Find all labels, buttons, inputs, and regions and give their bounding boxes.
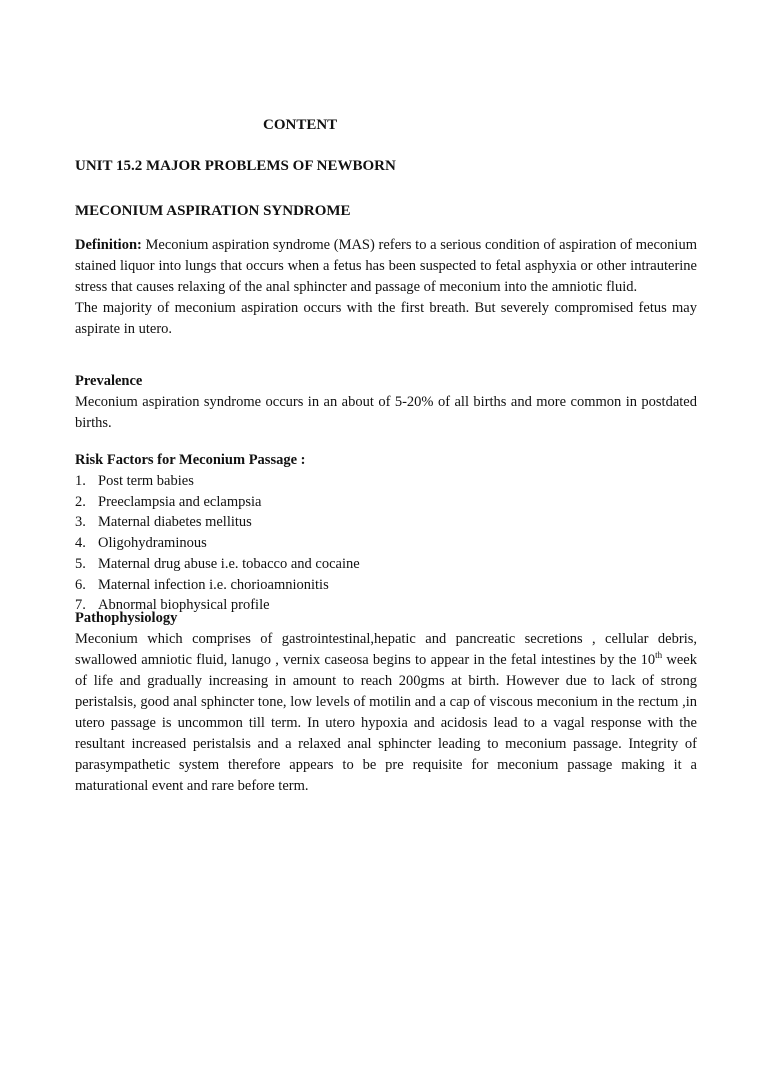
pathophysiology-text-part-1: Meconium which comprises of gastrointestinal,hepatic and pancreatic secretions , cellular debris, swallowed amniotic fluid, lanugo , vernix caseosa begins to appear in the fetal intestines by the 10 xyxy=(75,631,697,668)
definition-text: Meconium aspiration syndrome (MAS) refers to a serious condition of aspiration of meconium stained liquor into lungs that occurs when a fetus has been suspected to fetal asphyxia or other intrauterine stress that causes relaxing of the anal sphincter and passage of meconium into the amniotic fluid. xyxy=(75,237,697,295)
list-item-number: 6. xyxy=(75,576,86,593)
pathophysiology-text-part-2: week of life and gradually increasing in amount to reach 200gms at birth. However due to lack of strong peristalsis, good anal sphincter tone, low levels of motilin and a cap of viscous meconium in the rectum ,in utero passage is uncommon till term. In utero hypoxia and acidosis lead to a vagal response with the resultant increased peristalsis and a relaxed anal sphincter leading to meconium passage. Integrity of parasympathetic system therefore appears to be pre requisite for meconium passage making it a maturational event and rare before term. xyxy=(75,652,697,794)
list-item-text: Maternal diabetes mellitus xyxy=(98,514,252,531)
prevalence-heading: Prevalence xyxy=(75,373,143,389)
list-item xyxy=(75,533,697,554)
list-item xyxy=(75,512,697,533)
definition-paragraph xyxy=(75,235,697,298)
risk-factors-list xyxy=(75,471,697,616)
list-item xyxy=(75,492,697,513)
section-title: MECONIUM ASPIRATION SYNDROME xyxy=(75,203,351,219)
list-item-text: Maternal drug abuse i.e. tobacco and cocaine xyxy=(98,555,360,572)
unit-title: UNIT 15.2 MAJOR PROBLEMS OF NEWBORN xyxy=(75,158,396,174)
list-item xyxy=(75,471,697,492)
definition-section xyxy=(75,235,697,340)
list-item-text: Abnormal biophysical profile xyxy=(98,597,270,614)
list-item-number: 5. xyxy=(75,555,86,572)
pathophysiology-text xyxy=(75,629,697,797)
risk-factors-section xyxy=(75,450,697,616)
definition-paragraph-2: The majority of meconium aspiration occurs with the first breath. But severely compromised fetus may aspirate in utero. xyxy=(75,300,697,337)
list-item-number: 2. xyxy=(75,493,86,510)
list-item-text: Maternal infection i.e. chorioamnionitis xyxy=(98,576,329,593)
list-item xyxy=(75,575,697,596)
list-item-text: Preeclampsia and eclampsia xyxy=(98,493,262,510)
pathophysiology-section xyxy=(75,608,697,797)
content-title: CONTENT xyxy=(263,117,338,133)
risk-factors-heading: Risk Factors for Meconium Passage : xyxy=(75,452,306,468)
list-item-number: 1. xyxy=(75,473,86,489)
ordinal-superscript: th xyxy=(655,650,663,661)
pathophysiology-heading: Pathophysiology xyxy=(75,610,178,626)
definition-label: Definition: xyxy=(75,237,142,253)
list-item-number: 3. xyxy=(75,514,86,531)
prevalence-text: Meconium aspiration syndrome occurs in an about of 5-20% of all births and more common in postdated births. xyxy=(75,394,697,431)
list-item-text: Oligohydraminous xyxy=(98,535,207,552)
list-item-number: 4. xyxy=(75,535,86,552)
prevalence-section xyxy=(75,371,697,434)
list-item-number: 7. xyxy=(75,597,86,614)
list-item xyxy=(75,554,697,575)
list-item-text: Post term babies xyxy=(98,473,194,489)
